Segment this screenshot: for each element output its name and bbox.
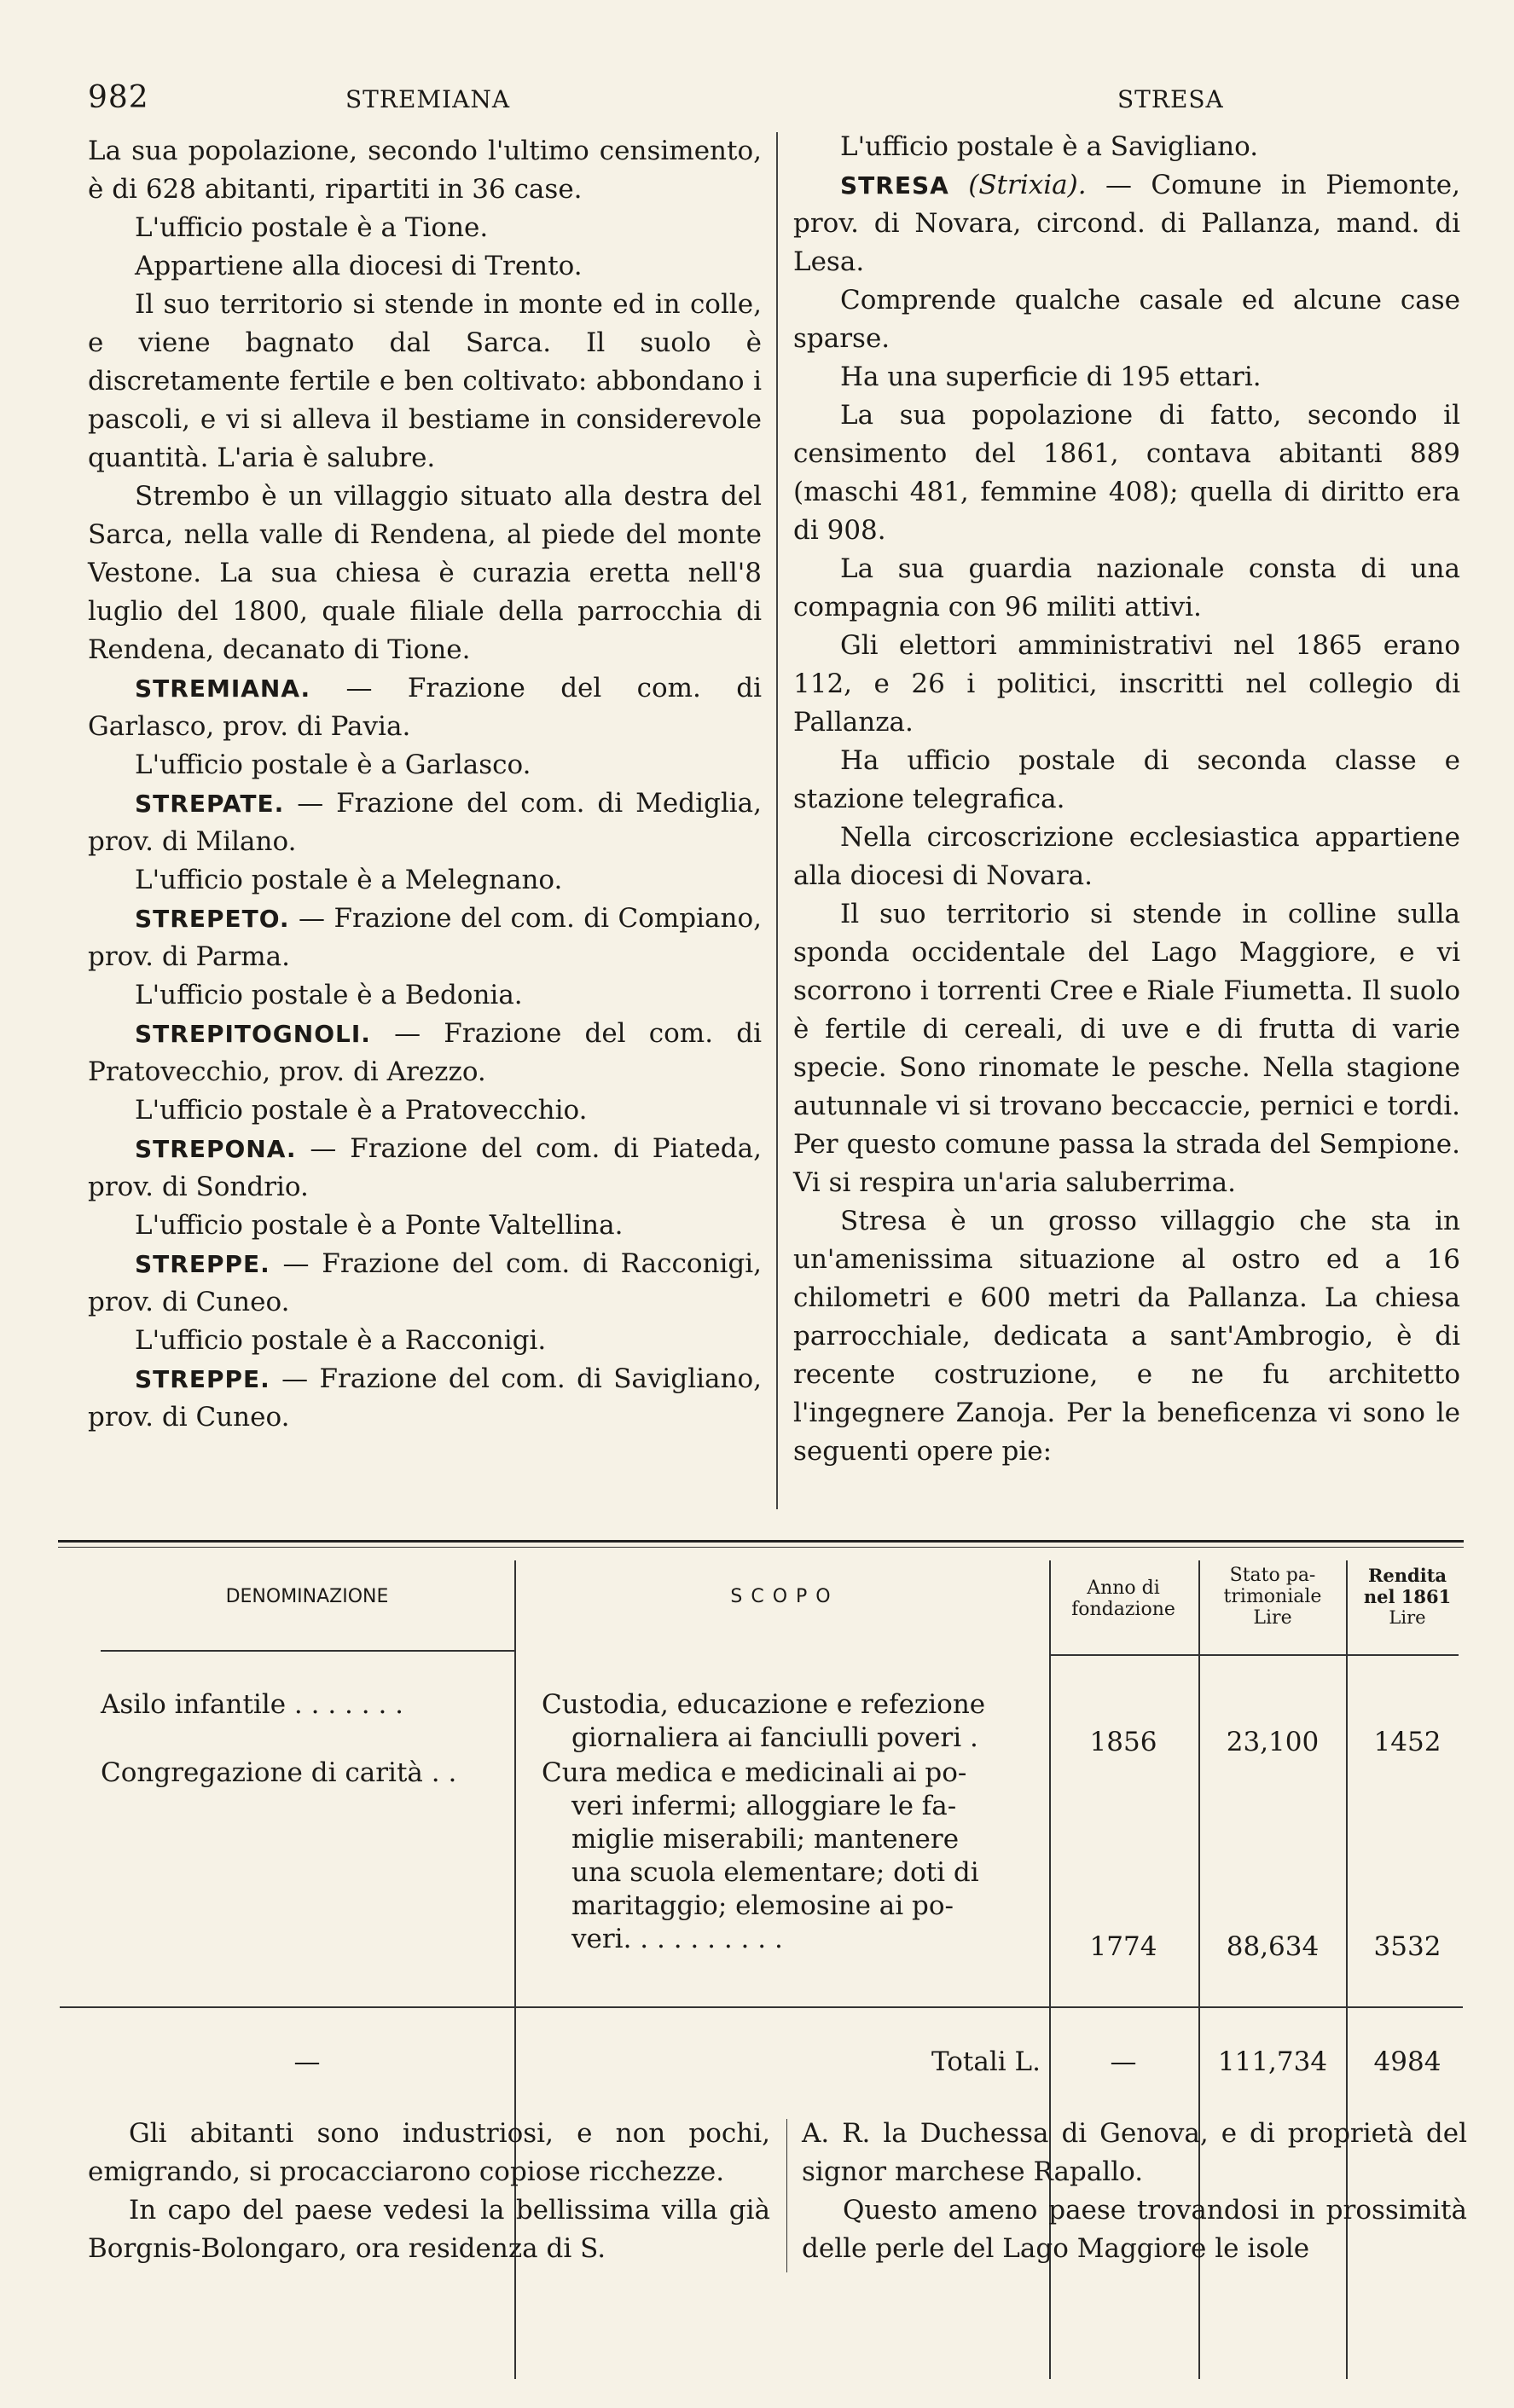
paragraph: Appartiene alla diocesi di Trento. xyxy=(135,251,583,281)
paragraph: Nella circoscrizione ecclesiastica appartiene alla diocesi di Novara. xyxy=(793,822,1460,891)
bottom-left-column xyxy=(88,2115,770,2268)
paragraph: A. R. la Duchessa di Genova, e di proprietà del signor marchese Rapallo. xyxy=(802,2118,1467,2187)
paragraph: L'ufficio postale è a Racconigi. xyxy=(135,1325,547,1356)
header-rule xyxy=(101,1650,514,1652)
paragraph: Il suo territorio si stende in colline sulla sponda occidentale del Lago Maggiore, e vi scorrono i torrenti Cree e Riale Fiumetta. Il suolo è fertile di cereali, di uve e di frutta di varie specie. Sono rinomate le pesche. Nella stagione autunnale vi si trovano beccaccie, pernici e tordi. Per questo comune passa la strada del Sempione. Vi si respira un'aria saluberrima. xyxy=(793,899,1460,1198)
page-number: 982 xyxy=(88,80,149,115)
totals-label: Totali L. xyxy=(931,2046,1041,2077)
row-anno: 1774 xyxy=(1089,1931,1157,1962)
entry-head: STREPITOGNOLI. xyxy=(135,1020,371,1048)
col-header-denominazione: DENOMINAZIONE xyxy=(225,1586,389,1607)
right-running-head: STRESA xyxy=(1117,85,1224,113)
row-rendita: 3532 xyxy=(1373,1931,1441,1962)
paragraph: La sua guardia nazionale consta di una compagnia con 96 militi attivi. xyxy=(793,553,1460,622)
entry-head: STREPPE. xyxy=(135,1250,270,1278)
left-column xyxy=(88,132,762,1437)
header-line: nel 1861 xyxy=(1363,1586,1452,1607)
totals-anno: — xyxy=(1110,2046,1137,2077)
header-line: Anno di xyxy=(1087,1577,1160,1599)
paragraph: L'ufficio postale è a Garlasco. xyxy=(135,750,531,780)
col-header-stato xyxy=(1200,1565,1345,1629)
header-line: Rendita xyxy=(1367,1565,1447,1586)
header-line: fondazione xyxy=(1071,1599,1175,1620)
entry-head: STREPETO. xyxy=(135,905,290,933)
header-line: Stato pa- xyxy=(1229,1565,1316,1586)
entry-strepitognoli xyxy=(88,1015,762,1091)
scopo-line: Custodia, educazione e refezione xyxy=(542,1689,986,1720)
totals-rule xyxy=(60,2006,1463,2008)
header-line: Lire xyxy=(1389,1607,1426,1628)
entry-strepona xyxy=(88,1130,762,1207)
entry-text: — Frazione del com. di Racconigi, prov. di Cuneo. xyxy=(88,1248,762,1317)
column-divider xyxy=(786,2119,787,2272)
scopo-line: una scuola elementare; doti di xyxy=(571,1857,979,1888)
entry-head: STREPATE. xyxy=(135,790,285,818)
entry-text: — Frazione del com. di Savigliano, prov. di Cuneo. xyxy=(88,1363,762,1433)
paragraph: L'ufficio postale è a Melegnano. xyxy=(135,865,563,895)
entry-text: — Frazione del com. di Piateda, prov. di Sondrio. xyxy=(88,1133,762,1202)
scopo-line: maritaggio; elemosine ai po- xyxy=(571,1890,954,1921)
entry-text: — Frazione del com. di Garlasco, prov. di Pavia. xyxy=(88,673,762,742)
scopo-line: veri. . . . . . . . . . xyxy=(571,1924,783,1954)
header-line: Lire xyxy=(1253,1607,1292,1629)
entry-head: STREPPE. xyxy=(135,1365,270,1393)
paragraph: L'ufficio postale è a Bedonia. xyxy=(135,980,523,1010)
bottom-right-column xyxy=(802,2115,1467,2268)
entry-text: — Frazione del com. di Compiano, prov. di Parma. xyxy=(88,903,762,972)
table-top-rule-thin xyxy=(58,1547,1464,1548)
row-name: Asilo infantile . . . . . . . xyxy=(101,1689,404,1720)
scopo-line: Cura medica e medicinali ai po- xyxy=(542,1757,967,1788)
entry-head: STRESA xyxy=(840,171,949,200)
paragraph: Gli abitanti sono industriosi, e non pochi, emigrando, si procacciarono copiose ricchezze. xyxy=(88,2118,770,2187)
col-header-scopo: SCOPO xyxy=(730,1586,839,1607)
paragraph: L'ufficio postale è a Ponte Valtellina. xyxy=(135,1210,624,1241)
row-rendita: 1452 xyxy=(1373,1727,1441,1757)
paragraph: La sua popolazione di fatto, secondo il censimento del 1861, contava abitanti 889 (maschi 481, femmine 408); quella di diritto era di 908. xyxy=(793,400,1460,546)
latin-name: (Strixia). xyxy=(968,170,1087,200)
row-name: Congregazione di carità . . xyxy=(101,1757,457,1788)
table-top-rule xyxy=(58,1540,1464,1543)
totals-dash: — xyxy=(293,2046,321,2077)
header-line: trimoniale xyxy=(1223,1586,1322,1607)
col-header-anno xyxy=(1051,1577,1196,1620)
right-column xyxy=(793,128,1460,1471)
scopo-line: miglie miserabili; mantenere xyxy=(571,1824,960,1855)
scopo-line: giornaliera ai fanciulli poveri . xyxy=(571,1722,978,1753)
row-scopo xyxy=(542,1688,1036,1755)
left-running-head: STREMIANA xyxy=(345,85,511,113)
scopo-line: veri infermi; alloggiare le fa- xyxy=(571,1791,957,1821)
row-scopo xyxy=(542,1757,1036,1956)
paragraph: Stresa è un grosso villaggio che sta in un'amenissima situazione al ostro ed a 16 chilometri e 600 metri da Pallanza. La chiesa parrocchiale, dedicata a sant'Ambrogio, è di recente costruzione, e ne fu architetto l'ingegnere Zanoja. Per la beneficenza vi sono le seguenti opere pie: xyxy=(793,1206,1460,1467)
entry-streppe xyxy=(88,1245,762,1322)
entry-stremiana xyxy=(88,669,762,746)
column-divider xyxy=(776,132,778,1509)
entry-text: — Comune in Piemonte, prov. di Novara, circond. di Pallanza, mand. di Lesa. xyxy=(793,170,1460,277)
paragraph: Comprende qualche casale ed alcune case sparse. xyxy=(793,285,1460,354)
row-stato: 88,634 xyxy=(1226,1931,1320,1962)
col-header-rendita xyxy=(1348,1565,1467,1629)
header-rule xyxy=(1049,1654,1459,1656)
entry-streppe-2 xyxy=(88,1360,762,1437)
paragraph: Questo ameno paese trovandosi in prossimità delle perle del Lago Maggiore le isole xyxy=(802,2195,1467,2264)
paragraph: L'ufficio postale è a Savigliano. xyxy=(840,131,1259,162)
totals-rendita: 4984 xyxy=(1373,2046,1441,2077)
paragraph: L'ufficio postale è a Pratovecchio. xyxy=(135,1095,588,1126)
paragraph: In capo del paese vedesi la bellissima villa già Borgnis-Bolongaro, ora residenza di S. xyxy=(88,2195,770,2264)
entry-text: — Frazione del com. di Mediglia, prov. di Milano. xyxy=(88,788,762,857)
paragraph: Gli elettori amministrativi nel 1865 erano 112, e 26 i politici, inscritti nel collegio di Pallanza. xyxy=(793,630,1460,738)
paragraph: Ha una superficie di 195 ettari. xyxy=(840,362,1262,392)
entry-head: STREPONA. xyxy=(135,1135,297,1163)
entry-stresa xyxy=(793,166,1460,281)
paragraph: Strembo è un villaggio situato alla destra del Sarca, nella valle di Rendena, al piede del monte Vestone. La sua chiesa è curazia eretta nell'8 luglio del 1800, quale filiale della parrocchia di Rendena, decanato di Tione. xyxy=(88,481,762,665)
totals-stato: 111,734 xyxy=(1217,2046,1328,2077)
row-anno: 1856 xyxy=(1089,1727,1157,1757)
entry-strepate xyxy=(88,784,762,861)
paragraph: Il suo territorio si stende in monte ed in colle, e viene bagnato dal Sarca. Il suolo è discretamente fertile e ben coltivato: abbondano i pascoli, e vi si alleva il bestiame in considerevole quantità. L'aria è salubre. xyxy=(88,289,762,473)
entry-head: STREMIANA. xyxy=(135,674,311,703)
paragraph: L'ufficio postale è a Tione. xyxy=(135,212,489,243)
paragraph: La sua popolazione, secondo l'ultimo censimento, è di 628 abitanti, ripartiti in 36 case. xyxy=(88,136,762,205)
entry-text: — Frazione del com. di Pratovecchio, prov. di Arezzo. xyxy=(88,1018,762,1087)
paragraph: Ha ufficio postale di seconda classe e stazione telegrafica. xyxy=(793,745,1460,814)
row-stato: 23,100 xyxy=(1226,1727,1320,1757)
entry-strepeto xyxy=(88,900,762,976)
